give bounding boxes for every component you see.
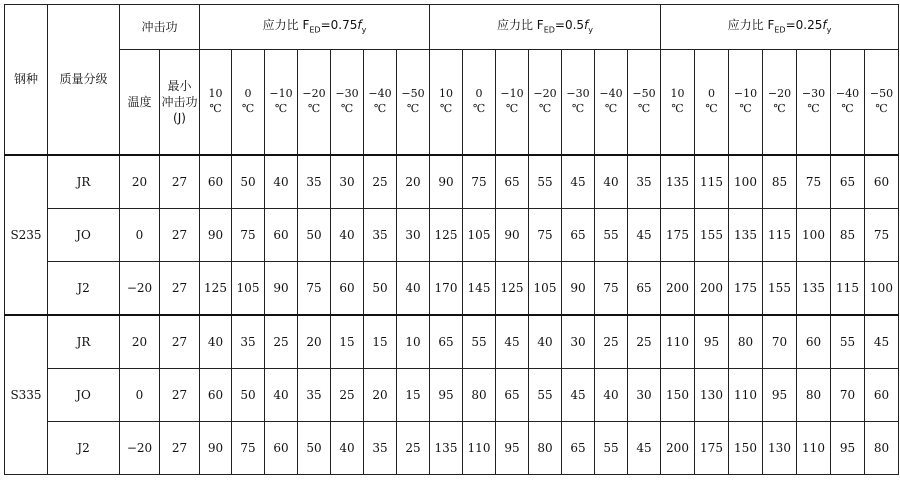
value-cell: 50 bbox=[232, 155, 265, 209]
grade-cell: J2 bbox=[48, 262, 120, 316]
temp-cell: 20 bbox=[120, 315, 160, 369]
value-cell: 65 bbox=[562, 422, 595, 475]
header-temperature: −10 ℃ bbox=[729, 50, 763, 156]
value-cell: 60 bbox=[265, 209, 298, 262]
value-cell: 135 bbox=[661, 155, 695, 209]
value-cell: 70 bbox=[763, 315, 797, 369]
value-cell: 55 bbox=[529, 155, 562, 209]
value-cell: 95 bbox=[763, 369, 797, 422]
value-cell: 40 bbox=[265, 155, 298, 209]
value-cell: 135 bbox=[729, 209, 763, 262]
value-cell: 95 bbox=[831, 422, 865, 475]
value-cell: 70 bbox=[831, 369, 865, 422]
value-cell: 110 bbox=[797, 422, 831, 475]
table-row bbox=[5, 369, 899, 422]
j-cell: 27 bbox=[160, 155, 200, 209]
grade-cell: JR bbox=[48, 155, 120, 209]
value-cell: 35 bbox=[628, 155, 661, 209]
value-cell: 125 bbox=[496, 262, 529, 316]
value-cell: 125 bbox=[200, 262, 232, 316]
value-cell: 25 bbox=[397, 422, 430, 475]
header-temperature: −20 ℃ bbox=[529, 50, 562, 156]
value-cell: 25 bbox=[331, 369, 364, 422]
value-cell: 175 bbox=[661, 209, 695, 262]
value-cell: 110 bbox=[463, 422, 496, 475]
value-cell: 40 bbox=[331, 209, 364, 262]
value-cell: 200 bbox=[661, 262, 695, 316]
value-cell: 40 bbox=[331, 422, 364, 475]
value-cell: 60 bbox=[265, 422, 298, 475]
header-temperature: −40 ℃ bbox=[831, 50, 865, 156]
value-cell: 25 bbox=[628, 315, 661, 369]
value-cell: 30 bbox=[331, 155, 364, 209]
value-cell: 100 bbox=[865, 262, 899, 316]
value-cell: 55 bbox=[595, 209, 628, 262]
header-temperature: −50 ℃ bbox=[397, 50, 430, 156]
header-temperature: −30 ℃ bbox=[797, 50, 831, 156]
value-cell: 40 bbox=[529, 315, 562, 369]
header-temperature: −30 ℃ bbox=[331, 50, 364, 156]
header-temperature: −20 ℃ bbox=[763, 50, 797, 156]
value-cell: 95 bbox=[695, 315, 729, 369]
value-cell: 40 bbox=[265, 369, 298, 422]
value-cell: 170 bbox=[430, 262, 463, 316]
value-cell: 15 bbox=[397, 369, 430, 422]
value-cell: 60 bbox=[797, 315, 831, 369]
value-cell: 200 bbox=[695, 262, 729, 316]
value-cell: 35 bbox=[298, 155, 331, 209]
value-cell: 75 bbox=[865, 209, 899, 262]
value-cell: 45 bbox=[865, 315, 899, 369]
value-cell: 10 bbox=[397, 315, 430, 369]
value-cell: 60 bbox=[865, 155, 899, 209]
value-cell: 35 bbox=[298, 369, 331, 422]
value-cell: 65 bbox=[562, 209, 595, 262]
table-row bbox=[5, 422, 899, 475]
value-cell: 135 bbox=[797, 262, 831, 316]
value-cell: 115 bbox=[695, 155, 729, 209]
value-cell: 75 bbox=[298, 262, 331, 316]
value-cell: 40 bbox=[595, 155, 628, 209]
value-cell: 90 bbox=[430, 155, 463, 209]
grade-cell: JO bbox=[48, 209, 120, 262]
value-cell: 80 bbox=[797, 369, 831, 422]
value-cell: 100 bbox=[797, 209, 831, 262]
value-cell: 155 bbox=[763, 262, 797, 316]
value-cell: 25 bbox=[364, 155, 397, 209]
j-cell: 27 bbox=[160, 262, 200, 316]
value-cell: 85 bbox=[831, 209, 865, 262]
header-stress-ratio-05: 应力比 $F_{ED}=0.5f_y$ bbox=[430, 5, 661, 50]
header-grade: 质量分级 bbox=[48, 5, 120, 156]
value-cell: 25 bbox=[265, 315, 298, 369]
table-row bbox=[5, 155, 899, 209]
header-temperature: −50 ℃ bbox=[628, 50, 661, 156]
temp-cell: 20 bbox=[120, 155, 160, 209]
value-cell: 95 bbox=[496, 422, 529, 475]
value-cell: 15 bbox=[331, 315, 364, 369]
value-cell: 115 bbox=[763, 209, 797, 262]
j-cell: 27 bbox=[160, 315, 200, 369]
value-cell: 35 bbox=[232, 315, 265, 369]
value-cell: 40 bbox=[595, 369, 628, 422]
value-cell: 85 bbox=[763, 155, 797, 209]
value-cell: 75 bbox=[797, 155, 831, 209]
header-temperature: −40 ℃ bbox=[364, 50, 397, 156]
value-cell: 60 bbox=[200, 369, 232, 422]
steel-cell: S335 bbox=[5, 315, 48, 475]
value-cell: 20 bbox=[298, 315, 331, 369]
value-cell: 105 bbox=[463, 209, 496, 262]
value-cell: 135 bbox=[430, 422, 463, 475]
table-row bbox=[5, 262, 899, 316]
value-cell: 45 bbox=[562, 155, 595, 209]
value-cell: 30 bbox=[397, 209, 430, 262]
value-cell: 50 bbox=[364, 262, 397, 316]
value-cell: 110 bbox=[661, 315, 695, 369]
value-cell: 90 bbox=[496, 209, 529, 262]
value-cell: 200 bbox=[661, 422, 695, 475]
value-cell: 130 bbox=[695, 369, 729, 422]
value-cell: 90 bbox=[265, 262, 298, 316]
value-cell: 145 bbox=[463, 262, 496, 316]
value-cell: 30 bbox=[562, 315, 595, 369]
value-cell: 45 bbox=[562, 369, 595, 422]
value-cell: 115 bbox=[831, 262, 865, 316]
value-cell: 40 bbox=[397, 262, 430, 316]
grade-cell: JR bbox=[48, 315, 120, 369]
header-steel: 钢种 bbox=[5, 5, 48, 156]
value-cell: 110 bbox=[729, 369, 763, 422]
value-cell: 105 bbox=[529, 262, 562, 316]
value-cell: 55 bbox=[831, 315, 865, 369]
value-cell: 45 bbox=[628, 209, 661, 262]
header-temperature: −20 ℃ bbox=[298, 50, 331, 156]
value-cell: 90 bbox=[562, 262, 595, 316]
value-cell: 105 bbox=[232, 262, 265, 316]
value-cell: 15 bbox=[364, 315, 397, 369]
value-cell: 90 bbox=[200, 209, 232, 262]
temp-cell: 0 bbox=[120, 209, 160, 262]
grade-cell: J2 bbox=[48, 422, 120, 475]
j-cell: 27 bbox=[160, 369, 200, 422]
value-cell: 40 bbox=[200, 315, 232, 369]
j-cell: 27 bbox=[160, 422, 200, 475]
header-temperature: 0 ℃ bbox=[232, 50, 265, 156]
value-cell: 35 bbox=[364, 422, 397, 475]
header-min-impact: 最小 冲击功 (J) bbox=[160, 50, 200, 156]
value-cell: 100 bbox=[729, 155, 763, 209]
value-cell: 175 bbox=[695, 422, 729, 475]
value-cell: 55 bbox=[463, 315, 496, 369]
value-cell: 20 bbox=[397, 155, 430, 209]
value-cell: 50 bbox=[298, 209, 331, 262]
value-cell: 55 bbox=[529, 369, 562, 422]
value-cell: 25 bbox=[595, 315, 628, 369]
value-cell: 65 bbox=[628, 262, 661, 316]
temp-cell: −20 bbox=[120, 422, 160, 475]
value-cell: 130 bbox=[763, 422, 797, 475]
value-cell: 175 bbox=[729, 262, 763, 316]
header-stress-ratio-075: 应力比 $F_{ED}=0.75f_y$ bbox=[200, 5, 430, 50]
value-cell: 80 bbox=[463, 369, 496, 422]
table-row bbox=[5, 209, 899, 262]
value-cell: 75 bbox=[232, 209, 265, 262]
value-cell: 50 bbox=[232, 369, 265, 422]
value-cell: 95 bbox=[430, 369, 463, 422]
value-cell: 125 bbox=[430, 209, 463, 262]
header-stress-ratio-025: 应力比 $F_{ED}=0.25f_y$ bbox=[661, 5, 899, 50]
value-cell: 45 bbox=[628, 422, 661, 475]
value-cell: 90 bbox=[200, 422, 232, 475]
header-temperature: −40 ℃ bbox=[595, 50, 628, 156]
value-cell: 20 bbox=[364, 369, 397, 422]
header-temperature: 0 ℃ bbox=[695, 50, 729, 156]
steel-cell: S235 bbox=[5, 155, 48, 315]
header-temperature: 10 ℃ bbox=[430, 50, 463, 156]
header-impact: 冲击功 bbox=[120, 5, 200, 50]
header-temperature: 10 ℃ bbox=[661, 50, 695, 156]
value-cell: 50 bbox=[298, 422, 331, 475]
temp-cell: 0 bbox=[120, 369, 160, 422]
table-row bbox=[5, 315, 899, 369]
steel-toughness-table bbox=[4, 4, 899, 475]
value-cell: 65 bbox=[831, 155, 865, 209]
value-cell: 65 bbox=[430, 315, 463, 369]
value-cell: 150 bbox=[661, 369, 695, 422]
header-temperature: 10 ℃ bbox=[200, 50, 232, 156]
value-cell: 60 bbox=[865, 369, 899, 422]
value-cell: 55 bbox=[595, 422, 628, 475]
header-temperature: −10 ℃ bbox=[496, 50, 529, 156]
header-temperature: −10 ℃ bbox=[265, 50, 298, 156]
value-cell: 45 bbox=[496, 315, 529, 369]
header-temperature: −50 ℃ bbox=[865, 50, 899, 156]
value-cell: 155 bbox=[695, 209, 729, 262]
value-cell: 30 bbox=[628, 369, 661, 422]
value-cell: 65 bbox=[496, 155, 529, 209]
value-cell: 75 bbox=[595, 262, 628, 316]
value-cell: 65 bbox=[496, 369, 529, 422]
j-cell: 27 bbox=[160, 209, 200, 262]
grade-cell: JO bbox=[48, 369, 120, 422]
value-cell: 75 bbox=[529, 209, 562, 262]
value-cell: 150 bbox=[729, 422, 763, 475]
value-cell: 80 bbox=[529, 422, 562, 475]
value-cell: 75 bbox=[463, 155, 496, 209]
value-cell: 75 bbox=[232, 422, 265, 475]
value-cell: 80 bbox=[729, 315, 763, 369]
value-cell: 35 bbox=[364, 209, 397, 262]
value-cell: 60 bbox=[331, 262, 364, 316]
value-cell: 80 bbox=[865, 422, 899, 475]
header-temperature: 0 ℃ bbox=[463, 50, 496, 156]
header-temp: 温度 bbox=[120, 50, 160, 156]
header-temperature: −30 ℃ bbox=[562, 50, 595, 156]
value-cell: 60 bbox=[200, 155, 232, 209]
temp-cell: −20 bbox=[120, 262, 160, 316]
